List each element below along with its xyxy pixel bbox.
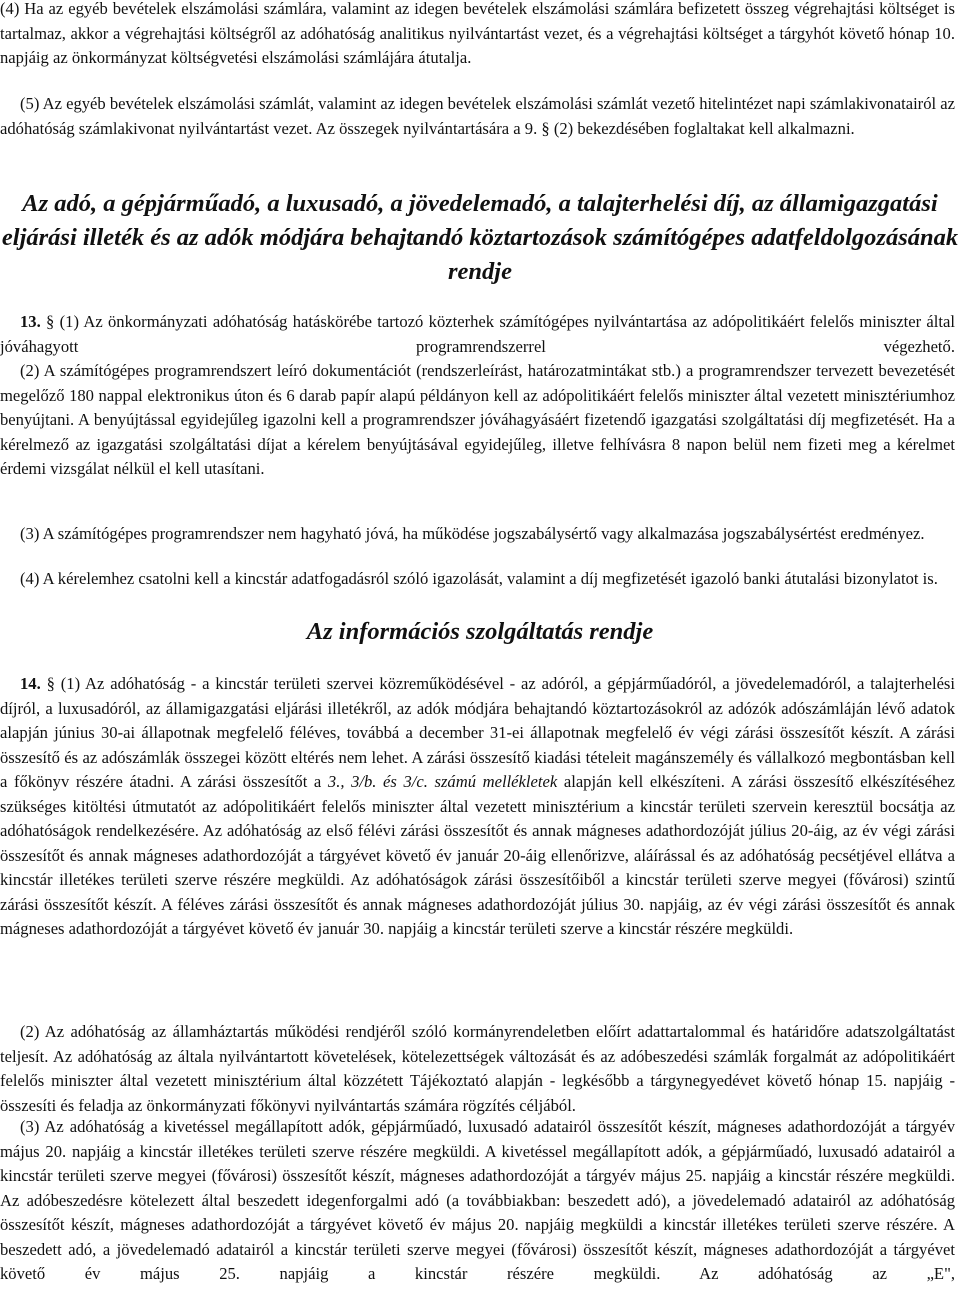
paragraph-14-subsection-3: (3) Az adóhatóság a kivetéssel megállapított adók, gépjárműadó, luxusadó adatairól összesítőt készít, mágneses adathordozóját a tárgyév május 20. napjáig a kincstár illetékes területi szerve részére megküldi. A kivetéssel megállapított adók, a gépjárműadó, luxusadó adatairól a kincstár területi szerve megyei (fővárosi) összesítőt készít, mágneses adathordozóját a tárgyév május 25. napjáig a kincstár részére megküldi. Az adóbeszedésre kötelezett által beszedett idegenforgalmi adó (a továbbiakban: beszedett adó), a jövedelemadó adatairól az adóhatóság összesítőt készít, mágneses adathordozóját a tárgyévet követő év május 20. napjáig megküldi a kincstár illetékes területi szerve részére. A beszedett adó, a jövedelemadó adatairól a kincstár területi szerve megyei (fővárosi) összesítőt készít, mágneses adathordozóját a tárgyévet követő év május 25. napjáig a kincstár részére megküldi. Az adóhatóság az „E", [0, 1117, 955, 1283]
section-4-paragraph: (4) Ha az egyéb bevételek elszámolási számlára, valamint az idegen bevételek elszámolási számlára befizetett összeg végrehajtási költséget is tartalmaz, akkor a végrehajtási költségről az adóhatóság analitikus nyilvántartást vezet, és a végrehajtási költséget a tárgyhót követő hónap 10. napjáig az önkormányzat költségvetési elszámolási számlájára átutalja. [0, 0, 955, 67]
section-5-paragraph: (5) Az egyéb bevételek elszámolási számlát, valamint az idegen bevételek elszámolási számlát vezető hitelintézet napi számlakivonatairól az adóhatóság számlakivonat nyilvántartást vezet. Az összegek nyilvántartására a 9. § (2) bekezdésében foglaltakat kell alkalmazni. [0, 94, 955, 138]
paragraph-14-annex-reference: 3., 3/b. és 3/c. számú mellékletek [327, 772, 558, 791]
section-heading-data-processing: Az adó, a gépjárműadó, a luxusadó, a jövedelemadó, a talajterhelési díj, az államigazgatási eljárási illeték és az adók módjára behajtandó köztartozások számítógépes adatfeldolgozásának rendje [1, 190, 959, 285]
paragraph-13-subsection-4: (4) A kérelemhez csatolni kell a kincstár adatfogadásról szóló igazolását, valamint a díj megfizetését igazoló banki átutalási bizonylatot is. [20, 569, 938, 588]
paragraph-14-text-1a: § (1) Az adóhatóság - a kincstár területi szervei közreműködésével - az adóról, a gépjárműadóról, a jövedelemadóról, a talajterhelési díjról, a luxusadóról, az államigazgatási eljárási illetékről, az adók módjára behajtandó köztartozásokról az adózók adószámláján lévő adatok alapján június 30-ai állapotnak megfelelő féléves, továbbá a december 31-ei állapotnak megfelelő év végi zárási összesítőt készít. A zárási összesítő és az adószámlák összegei között eltérés nem lehet. A zárási összesítő kiadási tételeit magánszemély és vállalkozó megbontásban kell a főkönyv részére átadni. A zárási összesítőt a [0, 674, 955, 791]
paragraph-14-subsection-2: (2) Az adóhatóság az államháztartás működési rendjéről szóló kormányrendeletben előírt adattartalommal és határidőre adatszolgáltatást teljesít. Az adóhatóság az általa nyilvántartott követelések, kötelezettségek változását és az adóbeszedési számlák forgalmát az adópolitikáért felelős miniszter által vezetett minisztérium által közzétett Tájékoztató alapján - legkésőbb a tárgynegyedévet követő hónap 15. napjáig - összesíti és feladja az önkormányzati főkönyvi nyilvántartás számára rögzítés céljából. [0, 1022, 955, 1115]
paragraph-13-number: 13. [20, 312, 41, 331]
paragraph-14-subsection-1 [0, 672, 955, 942]
paragraph-14-number: 14. [20, 674, 41, 693]
section-heading-information-service: Az információs szolgáltatás rendje [306, 618, 654, 645]
paragraph-13-subsection-2: (2) A számítógépes programrendszert leíró dokumentációt (rendszerleírást, határozatmintákat stb.) a programrendszer tervezett bevezetését megelőző 180 nappal elektronikus úton és 6 darab papír alapú példányon kell az adópolitikáért felelős miniszter által vezetett minisztériumhoz benyújtani. A benyújtással egyidejűleg igazolni kell a programrendszer jóváhagyásáért fizetendő igazgatási szolgáltatási díj megfizetését. Ha a kérelmező az igazgatási szolgáltatási díjat a kérelem benyújtásával egyidejűleg, illetve felhívásra 8 napon belül nem fizeti meg a kérelmet érdemi vizsgálat nélkül el kell utasítani. [0, 361, 955, 478]
paragraph-13-text-1: § (1) Az önkormányzati adóhatóság hatáskörébe tartozó közterhek számítógépes nyilvántartása az adópolitikáért felelős miniszter által jóváhagyott programrendszerrel végezhető. [0, 312, 955, 356]
paragraph-13-subsection-1 [0, 310, 955, 359]
paragraph-14-text-1b: alapján kell elkészíteni. A zárási összesítő elkészítéséhez szükséges kitöltési útmutatót az adópolitikáért felelős miniszter által vezetett minisztérium a kincstár területi szervein keresztül bocsátja az adóhatóságok rendelkezésére. Az adóhatóság az első félévi zárási összesítőt és annak mágneses adathordozóját július 20-áig, az év végi zárási összesítőt és annak mágneses adathordozóját a tárgyévet követő év január 20-áig ellenőrizve, aláírással és az adóhatóság pecsétjével ellátva a kincstár illetékes területi szerve részére megküldi. Az adóhatóságok zárási összesítőiből a kincstár területi szerve megyei (fővárosi) szintű zárási összesítőt készít. A féléves zárási összesítőt és annak mágneses adathordozóját július 30. napjáig, az év végi zárási összesítőt és annak mágneses adathordozóját a tárgyévet követő év január 30. napjáig a kincstár területi szerve a kincstár részére megküldi. [0, 772, 956, 938]
paragraph-13-subsection-3: (3) A számítógépes programrendszer nem hagyható jóvá, ha működése jogszabálysértő vagy alkalmazása jogszabálysértést eredményez. [20, 524, 925, 543]
